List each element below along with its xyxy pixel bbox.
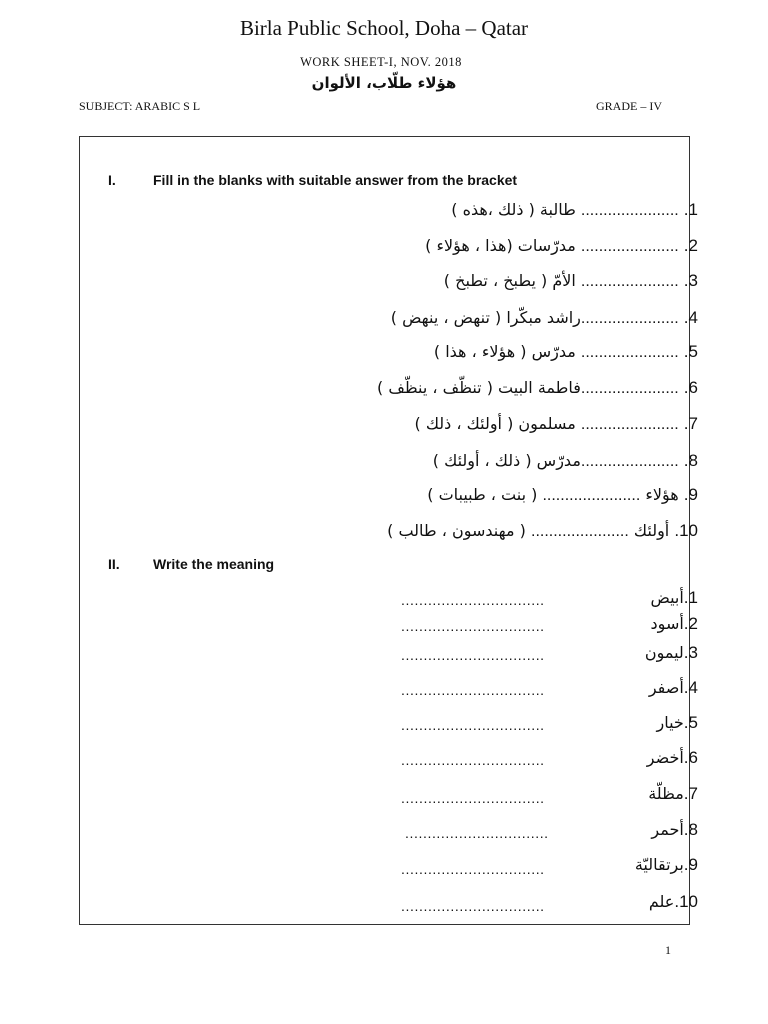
meaning-word-7: 7.مظلّة	[648, 784, 698, 803]
fill-item-6	[377, 378, 698, 399]
meaning-blank-3: ................................	[401, 647, 545, 663]
item-text: هؤلاء	[640, 485, 679, 504]
item-number: 9.	[683, 485, 698, 504]
fill-item-2	[425, 236, 698, 257]
meaning-blank-1: ................................	[401, 592, 545, 608]
meaning-word-5: 5.خيار	[656, 713, 698, 732]
grade-label: GRADE – IV	[596, 99, 662, 113]
section-1-number: I.	[108, 172, 116, 188]
meaning-blank-5: ................................	[401, 717, 545, 733]
answer-blank: ......................	[580, 273, 679, 290]
item-text: طالبة ( ذلك ،هذه )	[451, 200, 581, 219]
meaning-word-1: 1.أبيض	[650, 588, 698, 607]
item-number: 8.	[683, 451, 698, 470]
meaning-word-4: 4.أصفر	[648, 678, 698, 697]
fill-item-9	[427, 485, 698, 506]
answer-blank: ......................	[580, 344, 679, 361]
meaning-word-2: 2.أسود	[650, 614, 698, 633]
fill-item-5	[434, 342, 698, 363]
section-1-heading: Fill in the blanks with suitable answer from the bracket	[153, 172, 518, 188]
worksheet-title: WORK SHEET-I, NOV. 2018	[300, 55, 462, 69]
meaning-word-3: 3.ليمون	[644, 643, 698, 662]
fill-item-4	[391, 308, 698, 329]
answer-blank: ......................	[580, 380, 679, 397]
worksheet-topic-arabic: هؤلاء طلّاب، الألوان	[311, 74, 457, 92]
section-2-heading: Write the meaning	[153, 556, 275, 572]
item-number: 7.	[683, 414, 698, 433]
meaning-word-10: 10.علم	[648, 892, 698, 911]
item-number: 5.	[683, 342, 698, 361]
meaning-blank-7: ................................	[401, 790, 545, 806]
answer-blank: ......................	[580, 453, 679, 470]
item-number: 1.	[683, 200, 698, 219]
answer-blank: ......................	[531, 523, 629, 540]
item-text: راشد مبكّرا ( تنهض ، ينهض )	[390, 308, 581, 327]
meaning-blank-4: ................................	[401, 682, 545, 698]
fill-item-10	[387, 521, 698, 542]
item-number: 4.	[683, 308, 698, 327]
item-options: ( مهندسون ، طالب )	[387, 521, 531, 540]
item-text: فاطمة البيت ( تنظّف ، ينظّف )	[377, 378, 581, 397]
meaning-blank-2: ................................	[401, 618, 545, 634]
item-number: 3.	[683, 271, 698, 290]
fill-item-1	[451, 200, 698, 221]
item-text: مدرّسات (هذا ، هؤلاء )	[425, 236, 581, 255]
item-text: أولئك	[628, 521, 670, 540]
item-number: 10.	[674, 521, 698, 540]
meaning-word-9: 9.برتقاليّة	[634, 855, 698, 874]
meaning-blank-9: ................................	[401, 861, 545, 877]
meaning-word-8: 8.أحمر	[651, 820, 698, 839]
meaning-blank-10: ................................	[401, 898, 545, 914]
item-text: الأمّ ( يطبخ ، تطبخ )	[443, 271, 581, 290]
item-text: مدرّس ( ذلك ، أولئك )	[432, 451, 581, 470]
answer-blank: ......................	[542, 487, 641, 504]
answer-blank: ......................	[580, 238, 679, 255]
item-number: 2.	[683, 236, 698, 255]
page-number: 1	[665, 943, 671, 957]
fill-item-8	[433, 451, 698, 472]
fill-item-7	[414, 414, 698, 435]
section-2-number: II.	[108, 556, 120, 572]
answer-blank: ......................	[580, 310, 679, 327]
answer-blank: ......................	[580, 416, 679, 433]
school-title: Birla Public School, Doha – Qatar	[239, 16, 529, 40]
answer-blank: ......................	[580, 202, 679, 219]
subject-label: SUBJECT: ARABIC S L	[79, 99, 201, 113]
item-text: مسلمون ( أولئك ، ذلك )	[414, 414, 581, 433]
meaning-blank-6: ................................	[401, 752, 545, 768]
item-options: ( بنت ، طبيبات )	[427, 485, 543, 504]
item-text: مدرّس ( هؤلاء ، هذا )	[433, 342, 581, 361]
meaning-blank-8: ................................	[405, 825, 549, 841]
fill-item-3	[444, 271, 698, 292]
item-number: 6.	[683, 378, 698, 397]
meaning-word-6: 6.أخضر	[646, 748, 698, 767]
